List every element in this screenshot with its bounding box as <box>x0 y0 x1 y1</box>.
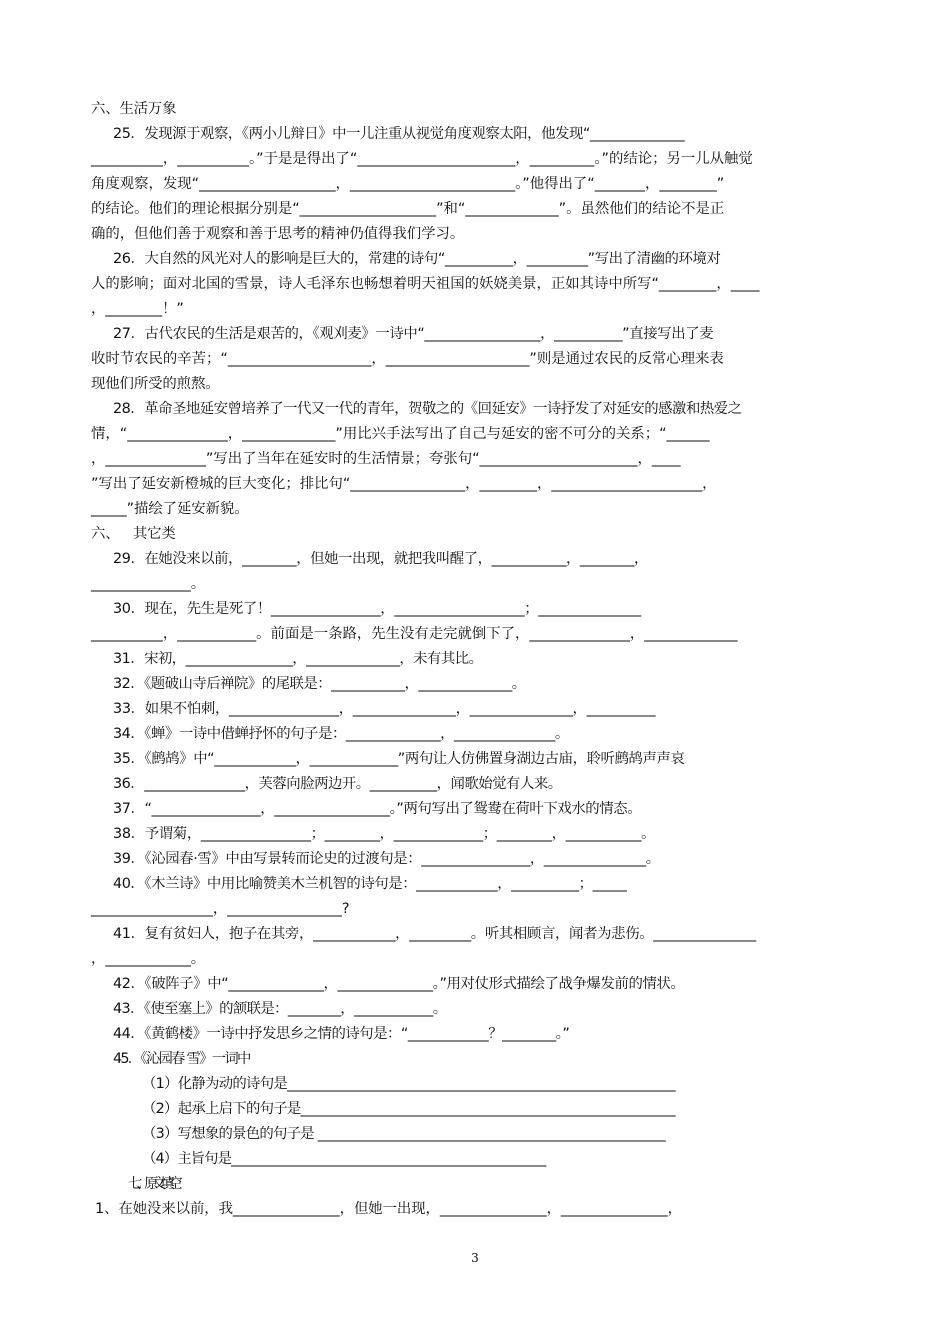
section-heading: 六、生活万象 <box>91 101 177 117</box>
question-35: 35．《鹧鸪》中“____________，_____________”两句让人仿佛置身湖边古庙，聆听鹧鸪声声哀 <box>113 751 685 767</box>
text-line: 人的影响；面对北国的雪景，诗人毛泽东也畅想着明天祖国的妖娆美景，正如其诗中所写“________，____ <box>91 276 760 292</box>
text-line: 确的，但他们善于观察和善于思考的精神仍值得我们学习。 <box>91 226 465 242</box>
text-line: 角度观察，发现“___________________，_______________________。”他得出了“_______，________” <box>91 176 725 192</box>
text-line: ，____________。 <box>91 951 206 967</box>
question-34: 34．《蝉》一诗中借蝉抒怀的句子是：______________，_______________。 <box>113 726 569 742</box>
fill-in-question-1: 1、在她没来以前，我_______________，但她一出现，_______________，_______________， <box>95 1201 682 1217</box>
question-45: 45．《沁园春 雪》一词中 <box>113 1051 250 1067</box>
question-40: 40．《木兰诗》中用比喻赞美木兰机智的诗句是：____________，__________；_____ <box>113 876 627 892</box>
question-27: 27．古代农民的生活是艰苦的，《观刈麦》一诗中“_________________，__________”直接写出了麦 <box>113 326 714 342</box>
text-line: 的结论。他们的理论根据分别是“___________________”和“_____________”。虽然他们的结论不是正 <box>91 201 725 217</box>
text-line: __________，__________。”于是是得出了“______________________，_________。”的结论；另一儿从触觉 <box>91 151 753 167</box>
question-28: 28．革命圣地延安曾培养了一代又一代的青年，贺敬之的《回延安》一诗抒发了对延安的感激和热爱之 <box>113 401 742 417</box>
question-30: 30．现在，先生是死了！________________，___________________；_______________ <box>113 601 641 617</box>
sub-question-3: （3）写想象的景色的句子是 ______________________________________________________ <box>142 1126 665 1142</box>
question-26: 26．大自然的风光对人的影响是巨大的，常建的诗句“__________，_________”写出了清幽的环境对 <box>113 251 721 267</box>
question-29: 29．在她没来以前，________，但她一出现，就把我叫醒了，___________，________， <box>113 551 648 567</box>
question-32: 32．《题破山寺后禅院》的尾联是：___________，______________。 <box>113 676 526 692</box>
question-44: 44．《黄鹤楼》一诗中抒发思乡之情的诗句是：“____________？________。” <box>113 1026 570 1042</box>
text-line: ______________。 <box>91 576 206 592</box>
text-line: 收时节农民的辛苦；“____________________，____________________”则是通过农民的反常心理来表 <box>91 351 724 367</box>
question-36: 36．_______________，芙蓉向脸两边开。__________，闻歌始觉有人来。 <box>113 776 562 792</box>
text-line: 情，“______________，_____________”用比兴手法写出了自己与延安的密不可分的关系；“______ <box>91 426 710 442</box>
question-37: 37．“________________，_________________。”两句写出了鸳鸯在荷叶下戏水的情态。 <box>113 801 642 817</box>
section-heading: 六、 其它类 <box>91 526 176 542</box>
text-line: __________，___________。前面是一条路，先生没有走完就倒下了，______________，_____________ <box>91 626 738 642</box>
question-25: 25．发现源于观察，《两小儿辩日》中一儿注重从视觉角度观察太阳，他发现“______________ <box>113 126 685 142</box>
question-41: 41．复有贫妇人，抱子在其旁，____________，_________。听其相顾言，闻者为悲伤。_______________ <box>113 926 756 942</box>
question-39: 39．《沁园春·雪》中由写景转而论史的过渡句是：________________，_______________。 <box>113 851 660 867</box>
text-line: 现他们所受的煎熬。 <box>91 376 220 392</box>
question-43: 43．《使至塞上》的颔联是：________，____________。 <box>113 1001 447 1017</box>
sub-question-1: （1）化静为动的诗句是____________________________________________________________ <box>142 1076 675 1092</box>
text-line: _____”描绘了延安新貌。 <box>91 501 249 517</box>
question-42: 42．《破阵子》中“______________，______________。”用对仗形式描绘了战争爆发前的情状。 <box>113 976 685 992</box>
question-31: 31．宋初，________________，______________，未有其比。 <box>113 651 483 667</box>
question-38: 38．予谓菊，________________；________，_____________；________，___________。 <box>113 826 656 842</box>
section-heading: 七、原文填空 <box>128 1176 177 1192</box>
sub-question-2: （2）起承上启下的句子是__________________________________________________________ <box>142 1101 675 1117</box>
text-line: ”写出了延安新橙城的巨大变化；排比句“________________，________，_____________________， <box>91 476 717 492</box>
question-33: 33．如果不怕刺，________________，_______________，_______________，__________ <box>113 701 656 717</box>
text-line: ，______________”写出了当年在延安时的生活情景；夸张句“______________________，____ <box>91 451 681 467</box>
text-line: _________________，________________? <box>91 901 350 917</box>
text-line: ，________！” <box>91 301 184 317</box>
sub-question-4: （4）主旨句是__________________________________________________ <box>142 1151 546 1167</box>
page-number: 3 <box>471 1251 479 1265</box>
